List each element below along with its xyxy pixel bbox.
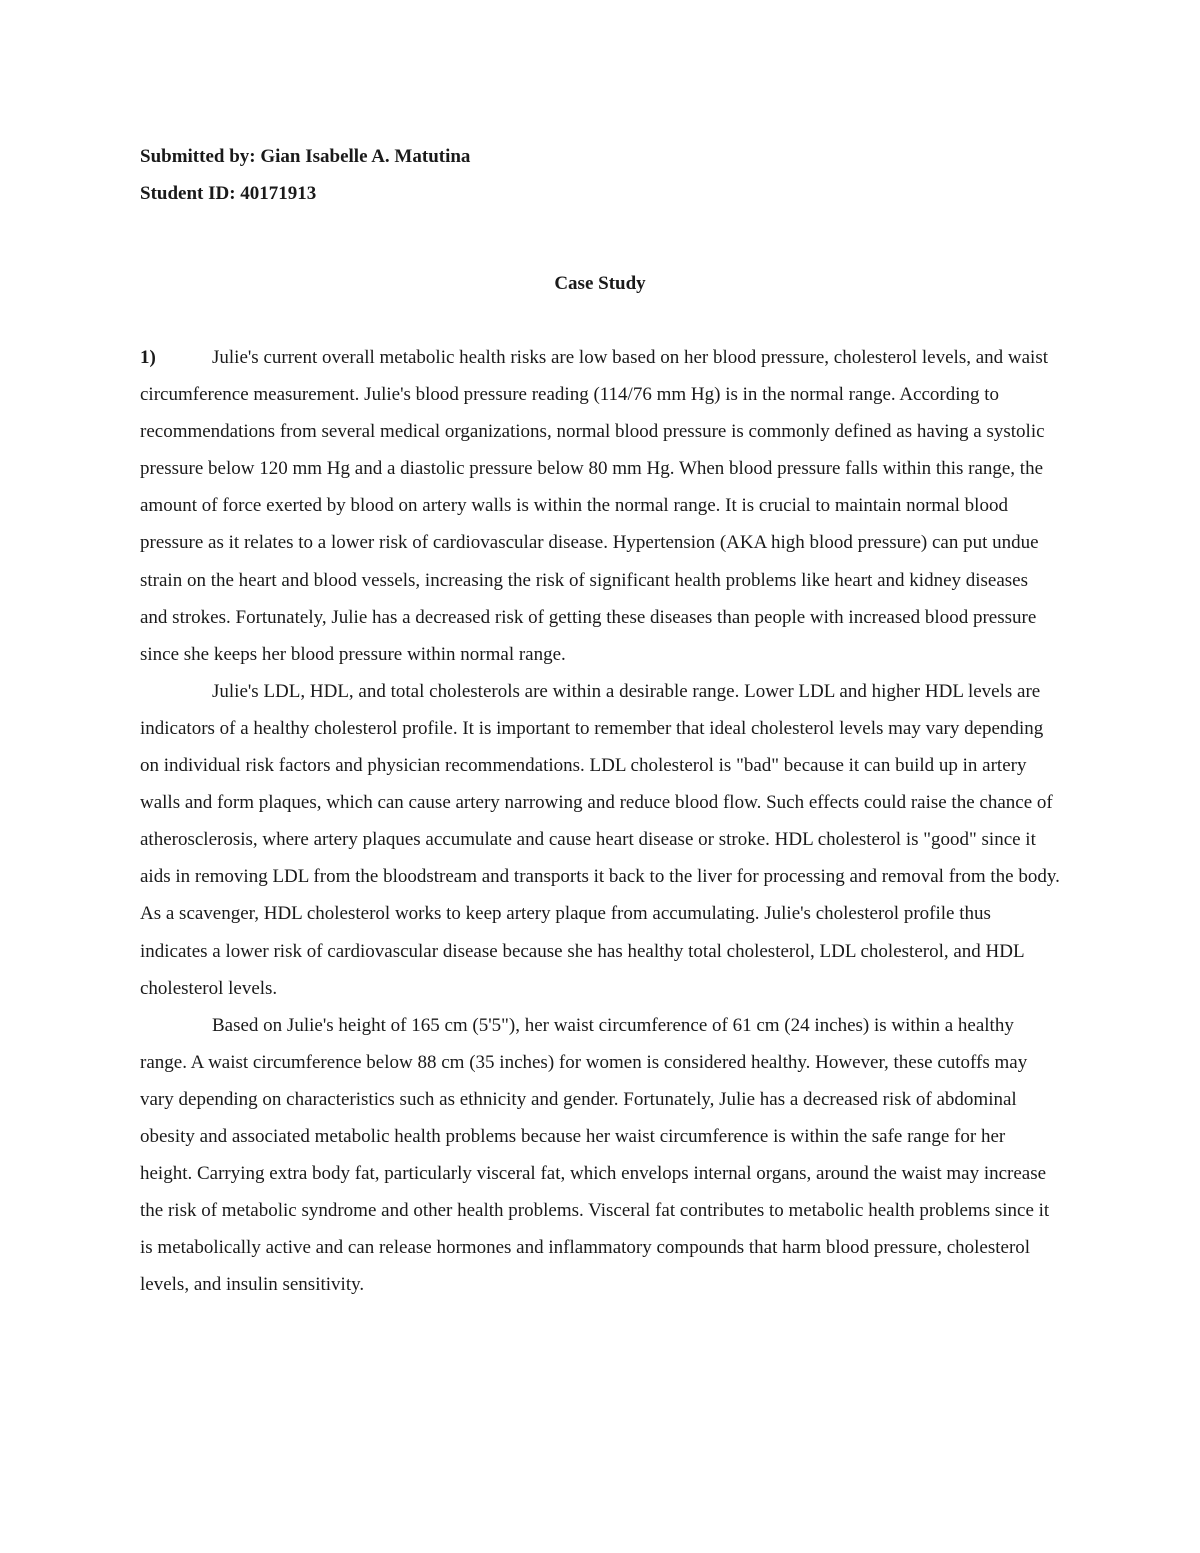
submitted-by-line: Submitted by: Gian Isabelle A. Matutina (140, 146, 471, 167)
question-number: 1) (140, 347, 156, 368)
answer-paragraph-2: Julie's LDL, HDL, and total cholesterols are within a desirable range. Lower LDL and higher HDL levels are indicators of a healthy cholesterol profile. It is important to remember that ideal cholesterol levels may vary depending on individual risk factors and physician recommendations. LDL cholesterol is "bad" because it can build up in artery walls and form plaques, which can cause artery narrowing and reduce blood flow. Such effects could raise the chance of atherosclerosis, where artery plaques accumulate and cause heart disease or stroke. HDL cholesterol is "good" since it aids in removing LDL from the bloodstream and transports it back to the liver for processing and removal from the body. As a scavenger, HDL cholesterol works to keep artery plaque from accumulating. Julie's cholesterol profile thus indicates a lower risk of cardiovascular disease because she has healthy total cholesterol, LDL cholesterol, and HDL cholesterol levels. (140, 680, 1060, 999)
answer-paragraph-1 (140, 339, 1060, 673)
student-id-line: Student ID: 40171913 (140, 183, 317, 204)
document-content (140, 138, 1060, 1303)
answer-paragraph-1-text: Julie's current overall metabolic health risks are low based on her blood pressure, cholesterol levels, and waist circumference measurement. Julie's blood pressure reading (114/76 mm Hg) is in the normal range. According to recommendations from several medical organizations, normal blood pressure is commonly defined as having a systolic pressure below 120 mm Hg and a diastolic pressure below 80 mm Hg. When blood pressure falls within this range, the amount of force exerted by blood on artery walls is within the normal range. It is crucial to maintain normal blood pressure as it relates to a lower risk of cardiovascular disease. Hypertension (AKA high blood pressure) can put undue strain on the heart and blood vessels, increasing the risk of significant health problems like heart and kidney diseases and strokes. Fortunately, Julie has a decreased risk of getting these diseases than people with increased blood pressure since she keeps her blood pressure within normal range. (140, 347, 1048, 665)
answer-paragraph-3: Based on Julie's height of 165 cm (5'5"), her waist circumference of 61 cm (24 inches) is within a healthy range. A waist circumference below 88 cm (35 inches) for women is considered healthy. However, these cutoffs may vary depending on characteristics such as ethnicity and gender. Fortunately, Julie has a decreased risk of abdominal obesity and associated metabolic health problems because her waist circumference is within the safe range for her height. Carrying extra body fat, particularly visceral fat, which envelops internal organs, around the waist may increase the risk of metabolic syndrome and other health problems. Visceral fat contributes to metabolic health problems since it is metabolically active and can release hormones and inflammatory compounds that harm blood pressure, cholesterol levels, and insulin sensitivity. (140, 1014, 1050, 1296)
document-title: Case Study (554, 273, 646, 294)
